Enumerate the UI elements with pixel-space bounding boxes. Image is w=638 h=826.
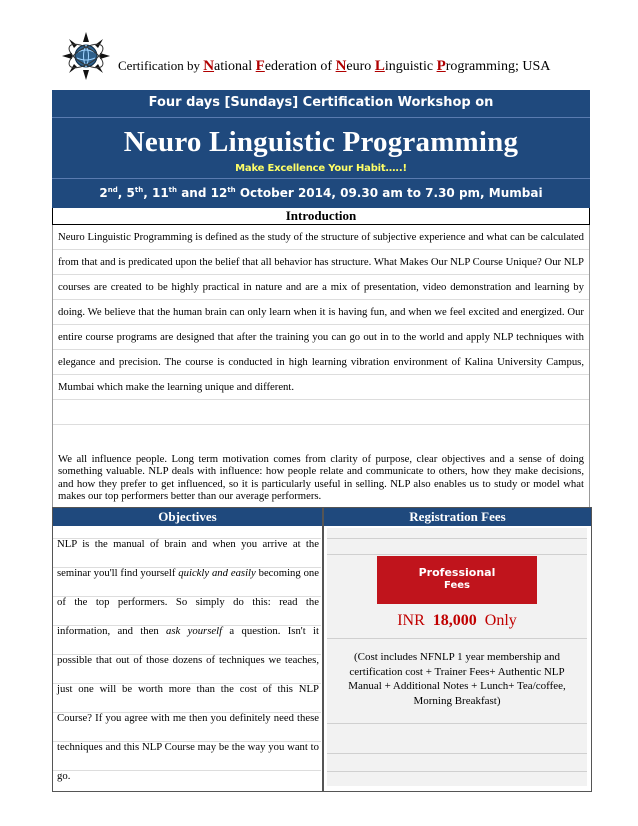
grid-line [327, 753, 587, 754]
grid-line [327, 538, 587, 539]
registration-fees-section [327, 528, 587, 786]
certification-line [118, 58, 550, 75]
introduction-paragraph-1: Neuro Linguistic Programming is defined as the study of the structure of subjective experience and what can be calculated from that and is predicated upon the belief that all behavior has structure. What Makes Our NLP Course Unique? Our NLP courses are created to be highly practical in nature and are a mix of presentation, video demonstration and learning by doing. We believe that the human brain can only learn when it is having fun, and when we feel excited and energized. Our entire course programs are designed that after the training you can go out in to the world and apply NLP techniques with elegance and precision. The course is conducted in high learning vibration environment of Kalina University Campus, Mumbai which make the learning unique and different. [58, 231, 584, 393]
banner-divider [52, 178, 590, 179]
grid-line [53, 567, 321, 568]
introduction-section [52, 225, 590, 508]
registration-fees-heading: Registration Fees [324, 508, 591, 526]
objectives-text: NLP is the manual of brain and when you arrive at the seminar you'll find yourself quickly and easily becoming one of the top performers. So simply do this: read the information, and then ask yourself a question. Isn't it possible that out of those dozens of techniques we teaches, just one will be worth more than the cost of this NLP Course? If you agree with me then you definitely need these techniques and this NLP Course may be the way you want to go. [57, 538, 319, 782]
workshop-line: Four days [Sundays] Certification Workshop on [148, 95, 494, 110]
fee-inclusions-note: (Cost includes NFNLP 1 year membership and certification cost + Trainer Fees+ Authentic NLP Manual + Additional Notes + Lunch+ Tea/coffee, Morning Breakfast) [348, 651, 566, 707]
grid-line [53, 538, 321, 539]
globe-logo-icon [60, 30, 112, 82]
country: USA [522, 59, 551, 74]
objectives-section [57, 530, 319, 788]
fee-amount: INR 18,000 Only [397, 612, 517, 629]
objectives-heading: Objectives [53, 508, 322, 526]
grid-line [327, 638, 587, 639]
tagline: Make Excellence Your Habit…..! [235, 163, 407, 174]
certification-prefix: Certification by [118, 58, 200, 73]
grid-line [53, 596, 321, 597]
grid-line [53, 741, 321, 742]
organization-name: National Federation of Neuro Linguistic Programming; USA [203, 58, 551, 74]
grid-line [327, 723, 587, 724]
column-divider [322, 508, 324, 791]
introduction-heading: Introduction [52, 208, 590, 225]
page-header [0, 0, 638, 90]
introduction-paragraph-2: We all influence people. Long term motivation comes from clarity of purpose, clear objectives and a sense of doing something valuable. NLP deals with influence: how people relate and communicate to others, how they make decisions, and how they prefer to get influenced, so it is particularly useful in selling. NLP also enables us to study or model what makes our top performers better than our average performers. [58, 453, 584, 503]
grid-line [53, 770, 321, 771]
grid-line [327, 554, 587, 555]
grid-line [53, 654, 321, 655]
professional-fees-badge: Professional Fees [377, 556, 537, 604]
page-title: Neuro Linguistic Programming [123, 126, 519, 158]
details-section [52, 507, 592, 792]
grid-line [53, 683, 321, 684]
grid-line [53, 424, 589, 425]
grid-line [327, 771, 587, 772]
grid-line [53, 625, 321, 626]
workshop-banner [52, 90, 590, 208]
grid-line [53, 712, 321, 713]
workshop-dates: 2nd, 5th, 11th and 12th October 2014, 09.30 am to 7.30 pm, Mumbai [99, 186, 543, 200]
banner-divider [52, 117, 590, 118]
